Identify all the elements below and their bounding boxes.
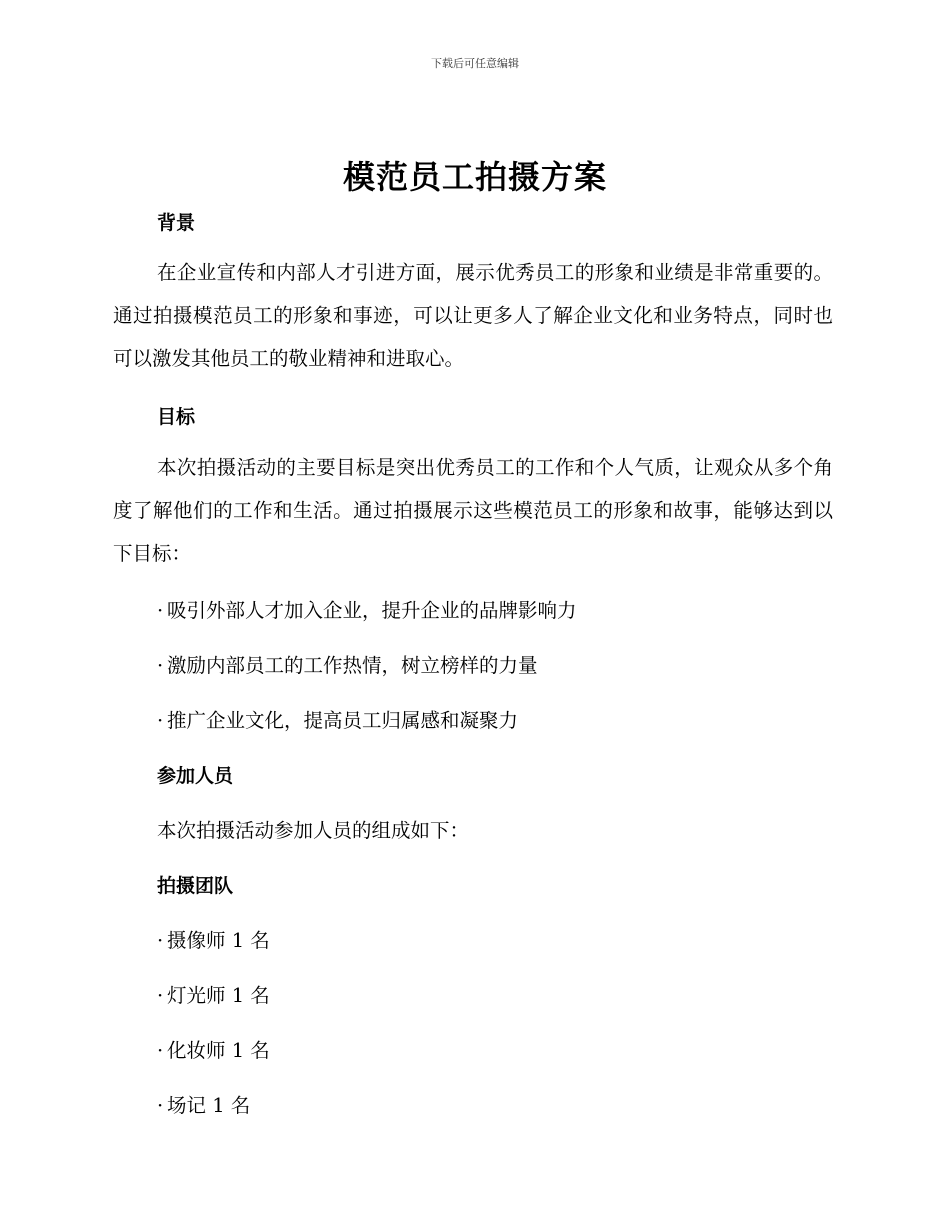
bullet-dot: · xyxy=(157,984,164,1007)
list-item-goal-3 xyxy=(157,705,518,733)
list-item-text: 推广企业文化，提高员工归属感和凝聚力 xyxy=(167,709,519,732)
list-item-text: 化妆师 1 名 xyxy=(167,1039,270,1062)
list-item-goal-2 xyxy=(157,650,538,678)
section-heading-team: 拍摄团队 xyxy=(157,875,234,897)
section-heading-participants: 参加人员 xyxy=(157,765,234,787)
paragraph-goals: 本次拍摄活动的主要目标是突出优秀员工的工作和个人气质，让观众从多个角度了解他们的工作和生活。通过拍摄展示这些模范员工的形象和故事，能够达到以下目标： xyxy=(113,456,833,565)
list-item-text: 摄像师 1 名 xyxy=(167,929,270,952)
bullet-dot: · xyxy=(157,599,164,622)
bullet-dot: · xyxy=(157,1039,164,1062)
list-item-text: 吸引外部人才加入企业，提升企业的品牌影响力 xyxy=(167,599,577,622)
paragraph-background: 在企业宣传和内部人才引进方面，展示优秀员工的形象和业绩是非常重要的。通过拍摄模范员工的形象和事迹，可以让更多人了解企业文化和业务特点，同时也可以激发其他员工的敬业精神和进取心。 xyxy=(113,261,833,370)
section-heading-goals: 目标 xyxy=(157,406,196,428)
list-item-text: 场记 1 名 xyxy=(167,1094,251,1117)
list-item-goal-1 xyxy=(157,595,577,623)
bullet-dot: · xyxy=(157,709,164,732)
header-note: 下载后可任意编辑 xyxy=(431,57,519,70)
paragraph-participants: 本次拍摄活动参加人员的组成如下： xyxy=(157,819,470,842)
section-heading-background: 背景 xyxy=(157,212,196,234)
list-item-team-1 xyxy=(157,925,270,953)
list-item-text: 激励内部员工的工作热情，树立榜样的力量 xyxy=(167,654,538,677)
document-title: 模范员工拍摄方案 xyxy=(342,158,607,196)
list-item-text: 灯光师 1 名 xyxy=(167,984,270,1007)
list-item-team-3 xyxy=(157,1035,270,1063)
bullet-dot: · xyxy=(157,929,164,952)
list-item-team-2 xyxy=(157,980,270,1008)
bullet-dot: · xyxy=(157,1094,164,1117)
list-item-team-4 xyxy=(157,1090,250,1118)
bullet-dot: · xyxy=(157,654,164,677)
